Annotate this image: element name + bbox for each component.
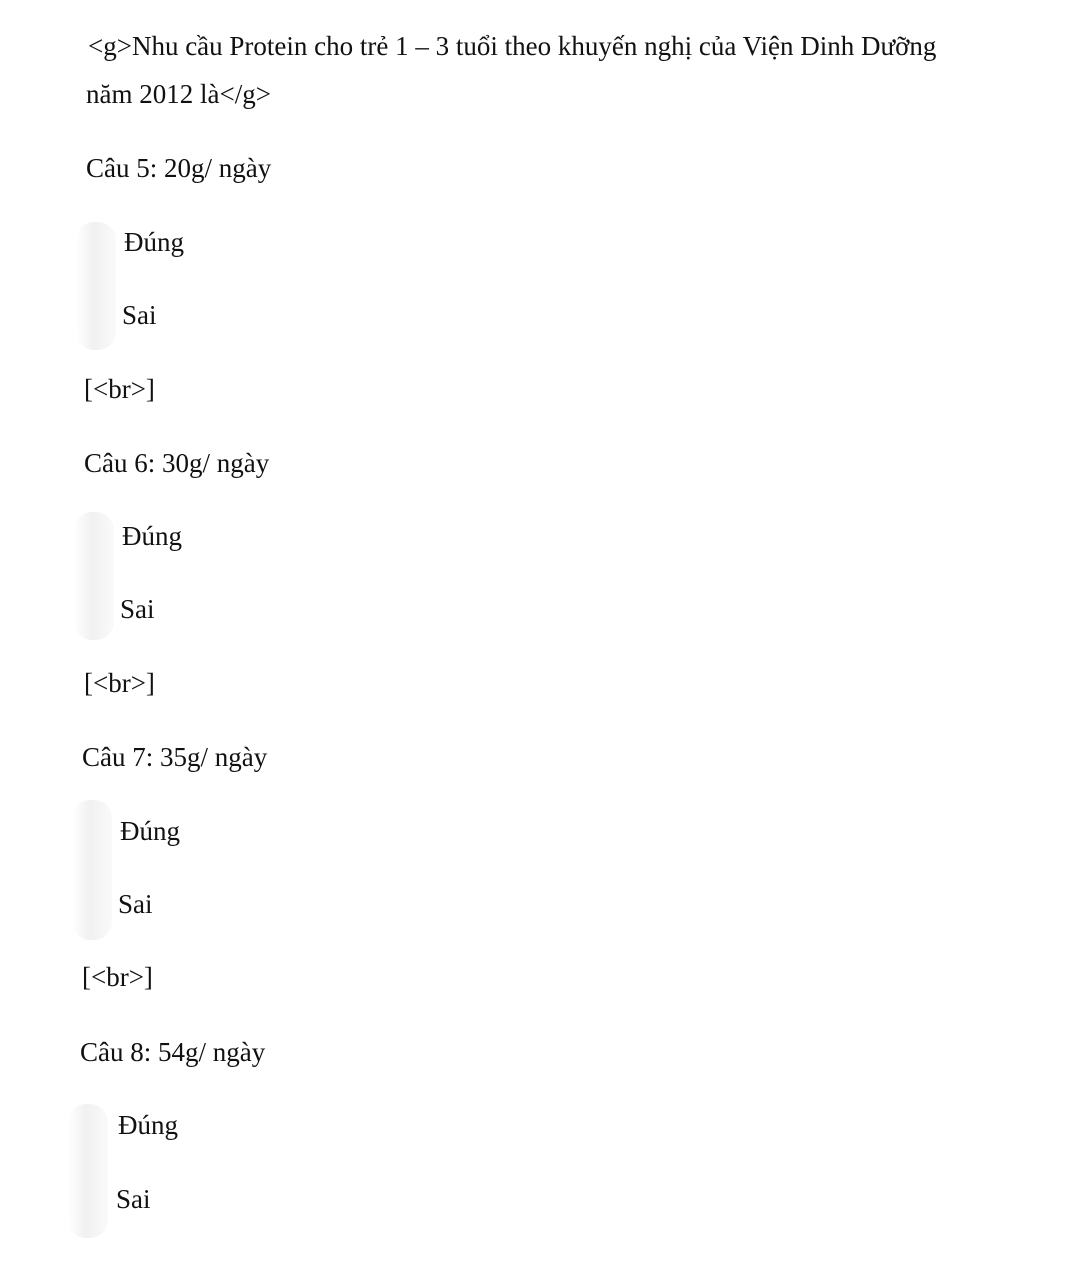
option-false[interactable]: Sai bbox=[118, 889, 153, 919]
scan-smudge bbox=[74, 512, 114, 640]
option-true[interactable]: Đúng bbox=[118, 1110, 178, 1140]
option-false[interactable]: Sai bbox=[122, 300, 157, 330]
option-true[interactable]: Đúng bbox=[120, 816, 180, 846]
question-label: Câu 6: 30g/ ngày bbox=[84, 448, 270, 478]
separator: [<br>] bbox=[84, 668, 155, 698]
separator: [<br>] bbox=[82, 962, 153, 992]
option-false[interactable]: Sai bbox=[120, 594, 155, 624]
intro-line-1: <g>Nhu cầu Protein cho trẻ 1 – 3 tuổi theo khuyến nghị của Viện Dinh Dưỡng bbox=[88, 31, 937, 61]
question-label: Câu 5: 20g/ ngày bbox=[86, 153, 272, 183]
option-false[interactable]: Sai bbox=[116, 1184, 151, 1214]
option-true[interactable]: Đúng bbox=[124, 227, 184, 257]
scan-smudge bbox=[68, 1104, 108, 1238]
question-label: Câu 8: 54g/ ngày bbox=[80, 1037, 266, 1067]
intro-line-2: năm 2012 là</g> bbox=[86, 79, 271, 109]
scan-smudge bbox=[72, 800, 112, 940]
option-true[interactable]: Đúng bbox=[122, 521, 182, 551]
separator: [<br>] bbox=[84, 374, 155, 404]
question-label: Câu 7: 35g/ ngày bbox=[82, 742, 268, 772]
scan-smudge bbox=[76, 222, 116, 350]
